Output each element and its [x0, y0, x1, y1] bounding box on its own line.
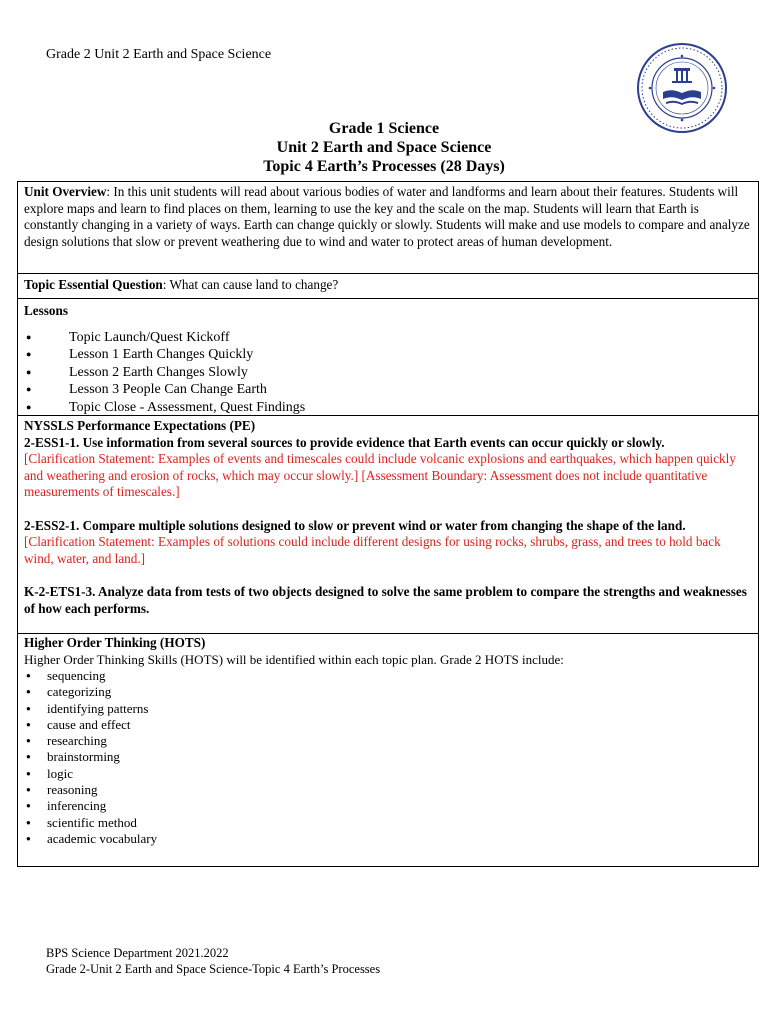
hots-item: ● inferencing [24, 798, 752, 814]
lessons-label: Lessons [24, 303, 68, 318]
hots-item: ● identifying patterns [24, 701, 752, 717]
pe3-statement: K-2-ETS1-3. Analyze data from tests of two objects designed to solve the same problem to compare the strengths and weaknesses of how each performs. [24, 584, 747, 616]
lesson-item: ● Topic Close - Assessment, Quest Findings [24, 399, 752, 417]
title-grade: Grade 1 Science [328, 120, 440, 137]
lesson-item: ● Lesson 2 Earth Changes Slowly [24, 364, 752, 382]
footer-department: BPS Science Department 2021.2022 [46, 946, 229, 960]
hots-intro: Higher Order Thinking Skills (HOTS) will be identified within each topic plan. Grade 2 HOTS include: [24, 651, 564, 667]
lesson-item: ● Topic Launch/Quest Kickoff [24, 329, 752, 347]
nysssls-section [18, 415, 758, 633]
hots-item: ● reasoning [24, 782, 752, 798]
unit-plan-table [17, 181, 759, 867]
hots-item: ● brainstorming [24, 749, 752, 765]
lessons-list [24, 329, 752, 417]
title-topic: Topic 4 Earth’s Processes (28 Days) [263, 158, 505, 175]
unit-overview-section [18, 182, 758, 273]
lesson-item: ● Lesson 3 People Can Change Earth [24, 381, 752, 399]
nysssls-label: NYSSLS Performance Expectations (PE) [24, 418, 256, 433]
header-text: Grade 2 Unit 2 Earth and Space Science [46, 47, 272, 62]
essential-question-label: Topic Essential Question [24, 277, 163, 292]
hots-item: ● categorizing [24, 684, 752, 700]
hots-list [24, 668, 752, 847]
hots-item: ● scientific method [24, 815, 752, 831]
lessons-section [18, 298, 758, 415]
title-unit: Unit 2 Earth and Space Science [276, 139, 492, 156]
page-footer [46, 945, 380, 977]
pe1-clarification: [Clarification Statement: Examples of events and timescales could include volcanic explosions and earthquakes, which happen quickly and weathering and erosion of rocks, which may occur slowly.] [Assessment Boundary: Assessment does not include quantitative measurements of timescales.] [24, 451, 736, 499]
document-titles [0, 119, 768, 176]
hots-item: ● academic vocabulary [24, 831, 752, 847]
pe2-clarification: [Clarification Statement: Examples of solutions could include different designs for using rocks, shrubs, grass, and trees to hold back wind, water, and land.] [24, 534, 721, 566]
essential-question-section [18, 273, 758, 298]
unit-overview-label: Unit Overview [24, 184, 107, 199]
hots-item: ● sequencing [24, 668, 752, 684]
essential-question-text: : What can cause land to change? [162, 277, 339, 292]
hots-section [18, 633, 758, 866]
pe1-statement: 2-ESS1-1. Use information from several sources to provide evidence that Earth events can occur quickly or slowly. [24, 434, 665, 450]
footer-course-title: Grade 2-Unit 2 Earth and Space Science-Topic 4 Earth’s Processes [46, 962, 381, 976]
lesson-item: ● Lesson 1 Earth Changes Quickly [24, 346, 752, 364]
hots-label: Higher Order Thinking (HOTS) [24, 635, 206, 650]
hots-item: ● researching [24, 733, 752, 749]
hots-item: ● cause and effect [24, 717, 752, 733]
hots-item: ● logic [24, 766, 752, 782]
pe2-statement: 2-ESS2-1. Compare multiple solutions designed to slow or prevent wind or water from changing the shape of the land. [24, 517, 686, 533]
unit-overview-text: : In this unit students will read about various bodies of water and landforms and learn about their features. Students will explore maps and learn to find places on them, learning to use the key and the scale on the map. Students will learn that Earth is constantly changing in a variety of ways. Earth can change quickly or slowly. Students will make and use models to compare and analyze design solutions that slow or prevent weathering due to wind and water to protect areas of human development. [24, 184, 750, 249]
